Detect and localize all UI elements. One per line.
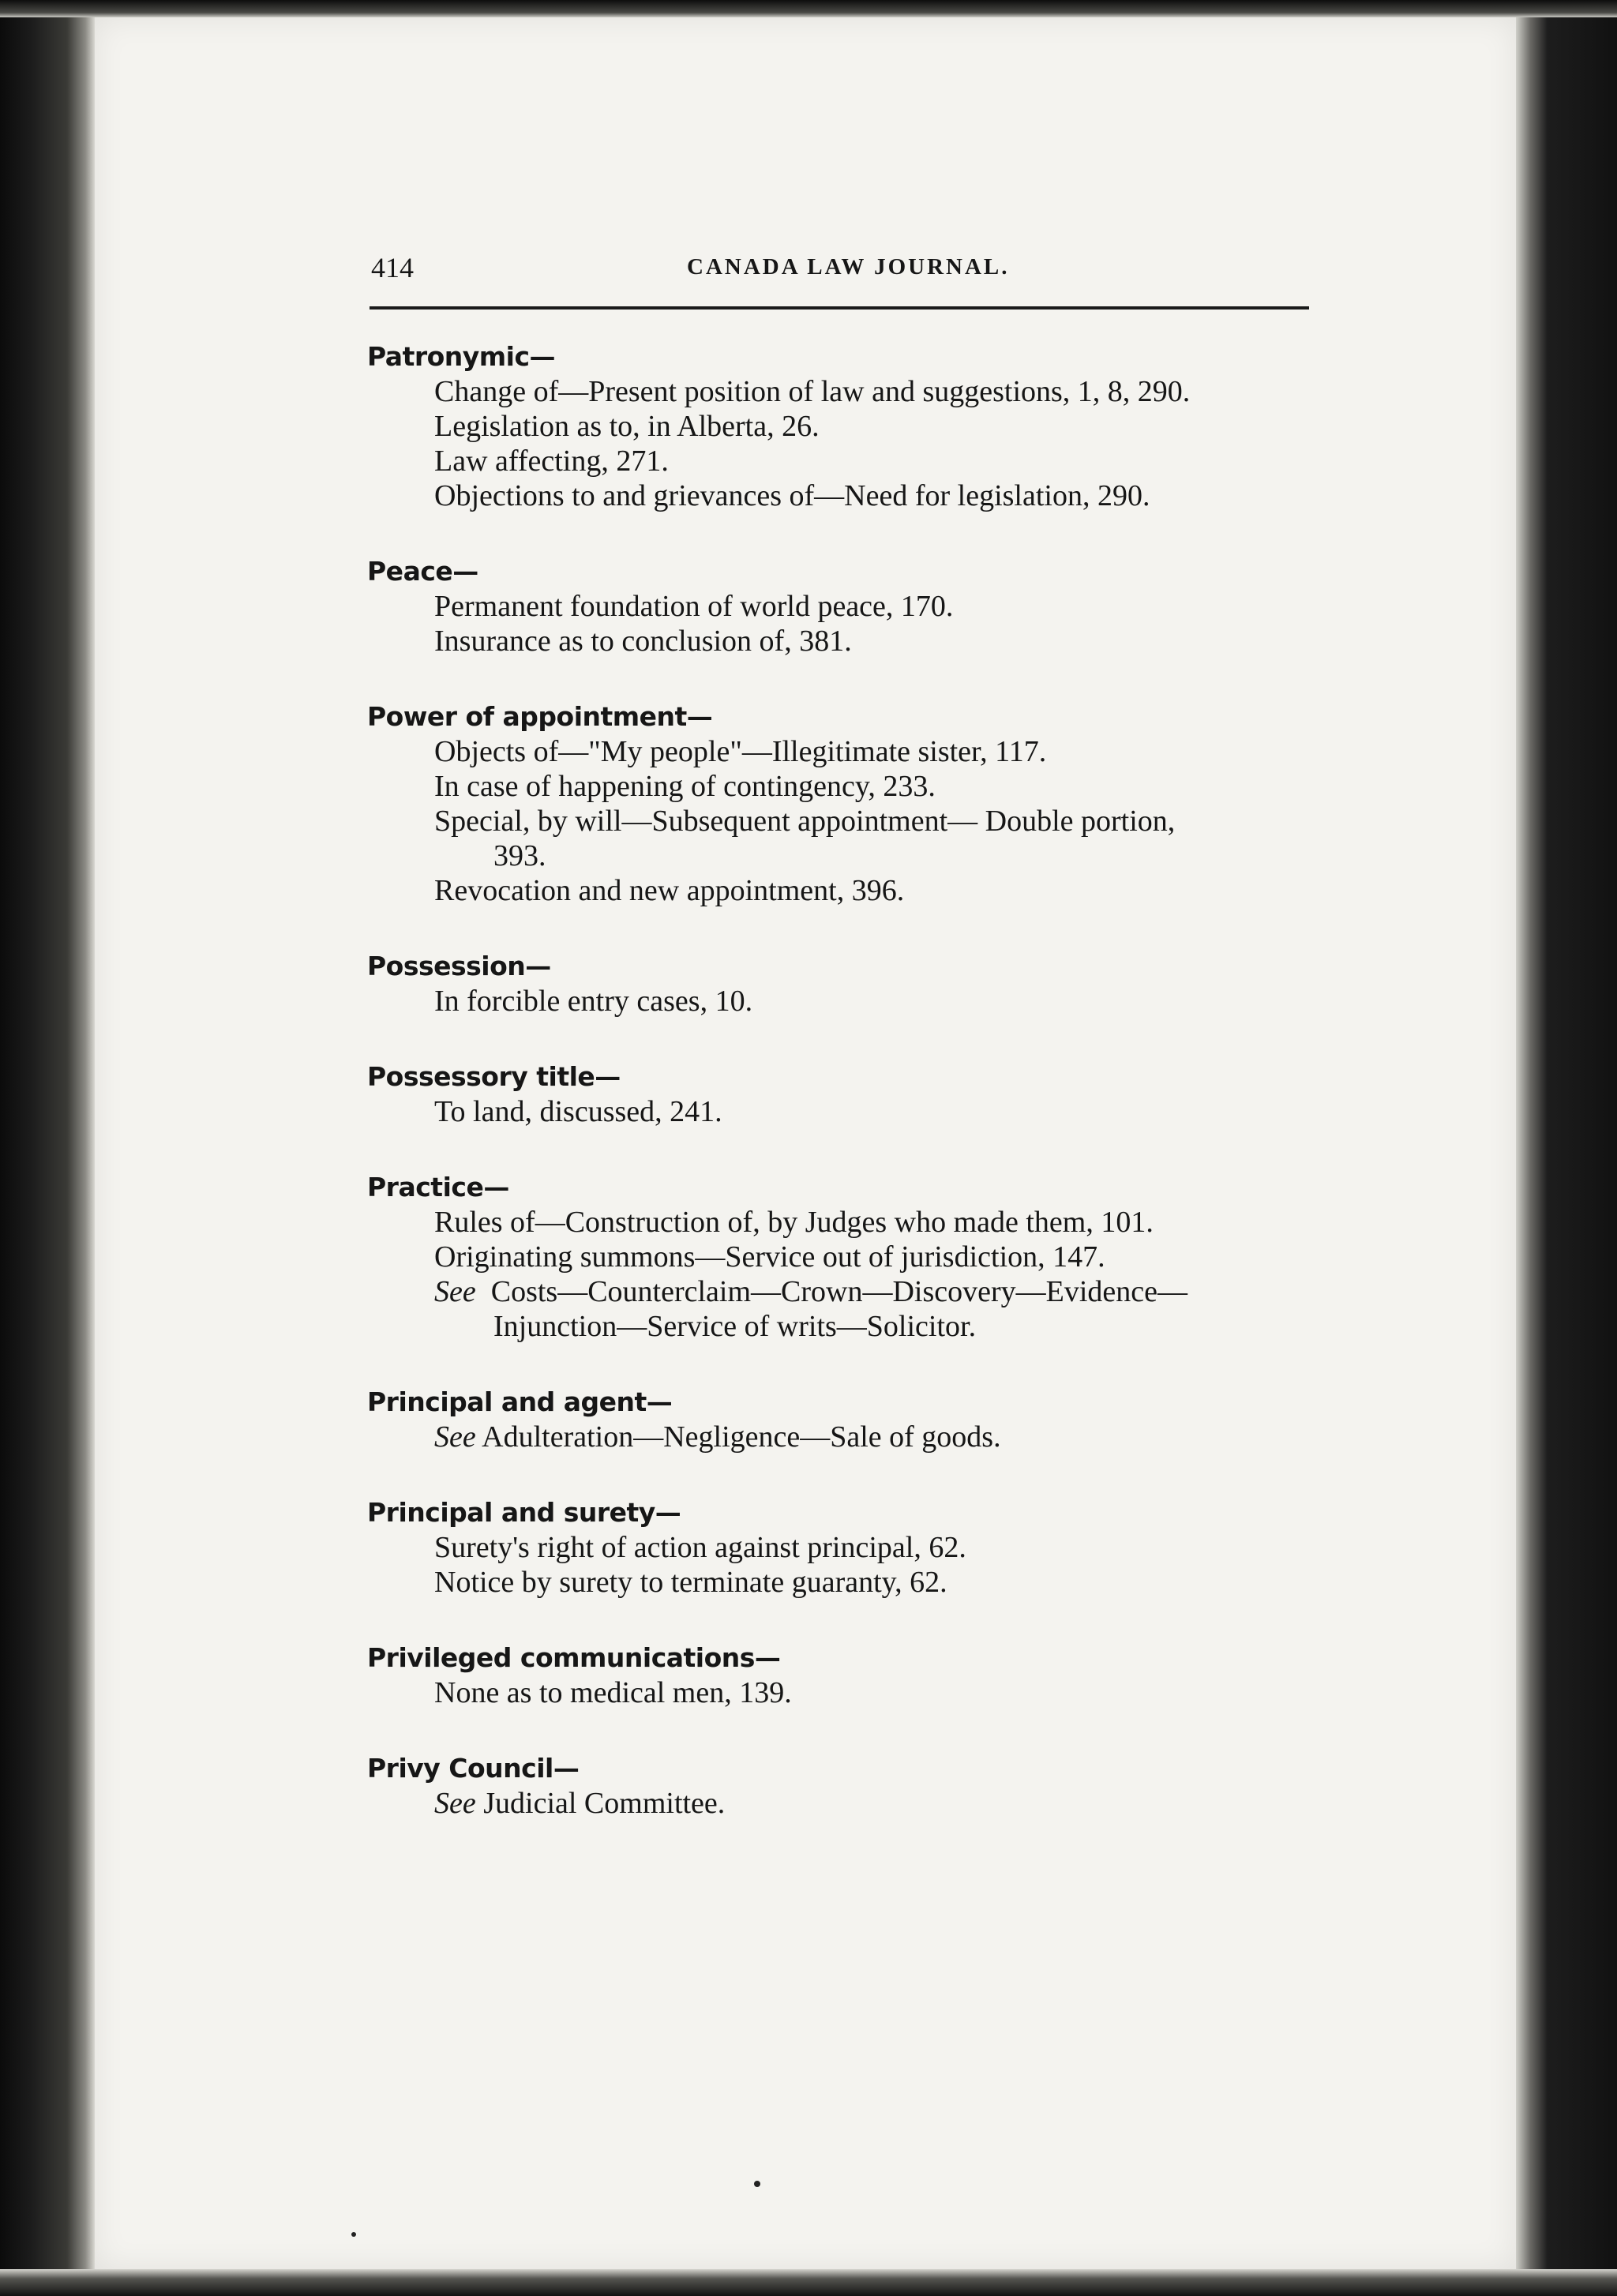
entry-line: Permanent foundation of world peace, 170. — [434, 590, 954, 623]
running-header — [268, 245, 1319, 286]
book-right-edge — [1516, 0, 1617, 2296]
entry-line: Special, by will—Subsequent appointment— Double portion, — [434, 805, 1176, 838]
entry-heading: Principal and surety— — [367, 1497, 681, 1528]
entry-line: Change of—Present position of law and suggestions, 1, 8, 290. — [434, 375, 1191, 408]
entry-line: Rules of—Construction of, by Judges who made them, 101. — [434, 1206, 1154, 1239]
entry-heading: Possession— — [367, 951, 551, 981]
see-also-text: Costs—Counterclaim—Crown—Discovery—Evidence— — [490, 1275, 1188, 1308]
index-entry-principal-and-surety — [367, 1495, 1330, 1600]
book-binding-left-edge — [0, 0, 95, 2296]
entry-line: Legislation as to, in Alberta, 26. — [434, 410, 820, 443]
entry-heading: Principal and agent— — [367, 1386, 673, 1417]
index-entry-principal-and-agent — [367, 1385, 1330, 1454]
index-entry-practice — [367, 1170, 1330, 1344]
index-entry-power-of-appointment — [367, 700, 1330, 908]
index-entry-possessory-title — [367, 1060, 1330, 1129]
entry-line: To land, discussed, 241. — [434, 1095, 722, 1128]
page-bottom-edge — [0, 2269, 1617, 2296]
ink-speck — [351, 2232, 356, 2237]
see-also-line — [367, 1420, 1330, 1454]
entry-heading: Power of appointment— — [367, 701, 713, 732]
index-entry-privileged-communications — [367, 1641, 1330, 1710]
entry-line: In forcible entry cases, 10. — [434, 985, 753, 1018]
entry-line: Law affecting, 271. — [434, 445, 669, 478]
page-number: 414 — [371, 252, 414, 283]
ink-speck — [754, 2181, 760, 2187]
see-also-line — [367, 1274, 1330, 1309]
entry-line: In case of happening of contingency, 233. — [434, 770, 936, 803]
index-entry-patronymic — [367, 340, 1330, 513]
entry-line: Objections to and grievances of—Need for legislation, 290. — [434, 479, 1150, 512]
entry-line: Originating summons—Service out of jurisdiction, 147. — [434, 1240, 1105, 1274]
entry-heading: Possessory title— — [367, 1061, 621, 1092]
see-also-text: Judicial Committee. — [483, 1787, 726, 1820]
entry-heading: Peace— — [367, 556, 478, 587]
header-rule — [370, 306, 1309, 310]
page-content — [268, 245, 1319, 1820]
index-entries — [367, 340, 1330, 1862]
journal-title: CANADA LAW JOURNAL. — [687, 254, 1010, 279]
entry-heading: Practice— — [367, 1172, 509, 1202]
see-label: See — [434, 1275, 476, 1308]
entry-heading: Patronymic— — [367, 341, 556, 372]
see-also-text: Adulteration—Negligence—Sale of goods. — [482, 1420, 1001, 1454]
index-entry-privy-council — [367, 1751, 1330, 1821]
entry-line: Objects of—"My people"—Illegitimate sister, 117. — [434, 735, 1047, 768]
entry-line: Notice by surety to terminate guaranty, 62. — [434, 1566, 947, 1599]
index-entry-possession — [367, 949, 1330, 1019]
entry-line: None as to medical men, 139. — [434, 1676, 792, 1709]
page-top-edge — [0, 0, 1617, 17]
entry-line-continuation: 393. — [493, 839, 546, 872]
entry-line: Insurance as to conclusion of, 381. — [434, 625, 852, 658]
see-also-continuation: Injunction—Service of writs—Solicitor. — [493, 1310, 977, 1343]
see-label: See — [434, 1420, 476, 1454]
see-label: See — [434, 1787, 476, 1820]
entry-line: Revocation and new appointment, 396. — [434, 874, 905, 907]
entry-line: Surety's right of action against principal, 62. — [434, 1531, 966, 1564]
see-also-line — [367, 1786, 1330, 1821]
entry-heading: Privy Council— — [367, 1753, 580, 1784]
index-entry-peace — [367, 554, 1330, 658]
entry-heading: Privileged communications— — [367, 1642, 781, 1673]
